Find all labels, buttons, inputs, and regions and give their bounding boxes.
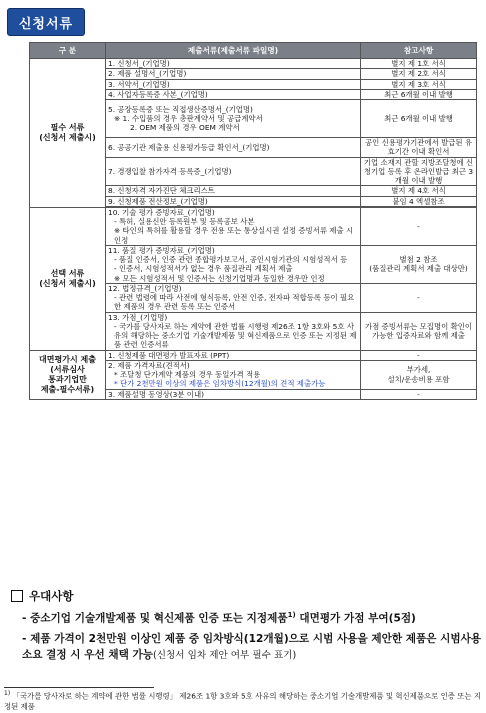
doc-cell: 8. 신청자격 자가진단 체크리스트: [106, 186, 361, 196]
note-cell: -: [361, 207, 477, 245]
category-presentation: 대면평가시 제출 (서류심사 통과기업만 제출-필수서류): [30, 350, 106, 399]
note-cell: 최근 6개월 이내 발행: [361, 100, 477, 138]
note-cell: 최근 6개월 이내 발행: [361, 89, 477, 99]
doc-cell: 12. 법정규격_(기업명) - 관련 법령에 따라 사전에 형식등록, 안전 인증, 전자파 적합등록 등이 필요한 제품의 경우 관련 등록 또는 인증서: [106, 283, 361, 312]
note-cell: 별지 제 3호 서식: [361, 79, 477, 89]
note-cell: 별지 제 4호 서식: [361, 186, 477, 196]
doc-cell: 10. 기술 평가 증빙자료_(기업명) - 특허, 실용신안 등록원부 및 등록공보 사본 ※ 타인의 특허를 활용할 경우 전용 또는 통상실시권 설정 증빙서류 제출 시 인정: [106, 207, 361, 245]
doc-cell: 1. 신청서_(기업명): [106, 59, 361, 69]
documents-table: [29, 42, 477, 400]
footnote-divider: [4, 687, 154, 688]
footnote: $^{1)}$ 「국가를 당사자로 하는 계약에 관한 법률 시행령」 제26조 1항 3호와 5호 사유의 해당하는 중소기업 기술개발제품 및 혁신제품으로 인증 또는 지정된 제품: [4, 690, 481, 712]
header-documents: 제출서류(제출서류 파일명): [106, 43, 361, 59]
category-required: 필수 서류 (신청서 제출시): [30, 59, 106, 208]
doc-cell: 6. 공공기관 제출용 신용평가등급 확인서_(기업명): [106, 138, 361, 158]
note-cell: 기업 소재지 관할 지방조달청에 신청기업 등록 후 온라인발급 최근 3개월 이내 발행: [361, 157, 477, 186]
doc-cell: 7. 경쟁입찰 참가자격 등록증_(기업명): [106, 157, 361, 186]
note-cell: 공인 신용평가기관에서 발급된 유효기간 이내 확인서: [361, 138, 477, 158]
category-optional: 선택 서류 (신청서 제출시): [30, 207, 106, 350]
doc-cell: 5. 공장등록증 또는 직접생산증명서_(기업명) ※ 1. 수입품의 경우 총판계약서 및 공급계약서 2. OEM 제품의 경우 OEM 계약서: [106, 100, 361, 138]
note-cell: 부가세, 설치/운송비용 포함: [361, 360, 477, 389]
note-cell: 별지 제 2호 서식: [361, 69, 477, 79]
doc-cell: 1. 신청제품 대면평가 발표자료 (PPT): [106, 350, 361, 360]
doc-cell: 11. 품질 평가 증빙자료_(기업명) - 품질 인증서, 인증 관련 종합평가보고서, 공인시험기관의 시험성적서 등 - 인증서, 시험성적서가 없는 경우 품질관리 계획서 제출 ※ 모든 시험성적서 및 인증서는 신청기업명과 동일한 경우만 인정: [106, 245, 361, 283]
preference-item-2: - 제품 가격이 2천만원 이상인 제품 중 임차방식(12개월)으로 시범 사용을 제안한 제품은 시범사용 소요 결정 시 우선 채택 가능(신청서 임차 제안 여부 필수 표기): [22, 633, 482, 661]
preference-heading: 우대사항: [11, 588, 73, 604]
doc-cell: 3. 서약서_(기업명): [106, 79, 361, 89]
note-cell: -: [361, 389, 477, 399]
section-title: 신청서류: [7, 8, 85, 36]
note-cell: -: [361, 283, 477, 312]
note-cell: -: [361, 350, 477, 360]
header-category: 구 분: [30, 43, 106, 59]
preference-item-1: - 중소기업 기술개발제품 및 혁신제품 인증 또는 지정제품$^{1)}$ 대면평가 가점 부여(5점): [22, 611, 416, 625]
doc-cell: 2. 제품 가격자료(견적서) * 조달청 단가계약 제품의 경우 동일가격 적용 * 단가 2천만원 이상의 제품은 임차방식(12개월)의 견적 제출가능: [106, 360, 361, 389]
doc-cell: 4. 사업자등록증 사본_(기업명): [106, 89, 361, 99]
note-cell: 가점 증빙서류는 모집명이 확인이 가능한 입증자료와 함께 제출: [361, 312, 477, 350]
note-cell: 붙임 4 엑셀참조: [361, 196, 477, 206]
doc-cell: 3. 제품설명 동영상(3분 이내): [106, 389, 361, 399]
doc-cell: 2. 제품 설명서_(기업명): [106, 69, 361, 79]
header-notes: 참고사항: [361, 43, 477, 59]
note-cell: 별첨 2 참조 (품질관리 계획서 제출 대상만): [361, 245, 477, 283]
blue-note: * 단가 2천만원 이상의 제품은 임차방식(12개월)의 견적 제출가능: [114, 379, 326, 389]
doc-cell: 9. 신청제품 전산정보_(기업명): [106, 196, 361, 206]
table-row: [30, 207, 477, 245]
doc-cell: 13. 가점_(기업명) - 국가를 당사자로 하는 계약에 관한 법률 시행령 제26조 1항 3호와 5호 사유의 해당하는 중소기업 기술개발제품 및 혁신제품으로 인증 또는 지정된 제품 관련 인증서류: [106, 312, 361, 350]
table-row: [30, 350, 477, 360]
note-cell: 별지 제 1호 서식: [361, 59, 477, 69]
table-row: [30, 59, 477, 69]
table-header-row: [30, 43, 477, 59]
checkbox-square-icon: [11, 590, 23, 602]
